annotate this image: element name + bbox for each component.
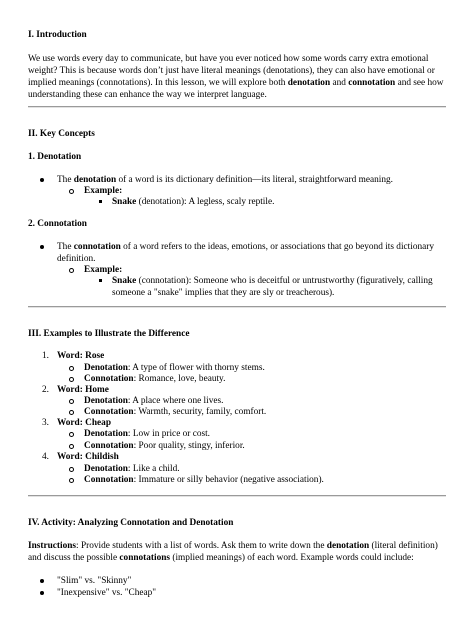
connotation-definition-cont: definition. [57,254,96,264]
denotation-example-label: Example: [84,186,123,196]
bullet-dot-icon [40,178,44,182]
divider [28,106,446,108]
circle-bullet-icon [69,399,74,404]
example-word: Word: Home [57,385,109,395]
activity-instructions-line-2: and discuss the possible connotations (implied meanings) of each word. Example words could include: [28,553,414,563]
circle-bullet-icon [69,366,74,371]
square-bullet-icon [99,279,102,282]
example-connotation: Connotation: Warmth, security, family, comfort. [84,407,267,417]
example-word: Word: Childish [57,452,119,462]
circle-bullet-icon [69,410,74,415]
divider [28,495,446,497]
example-denotation: Denotation: Low in price or cost. [84,429,211,439]
connotation-example-label: Example: [84,265,123,275]
bullet-dot-icon [40,245,44,249]
section-heading-introduction: I. Introduction [28,30,87,40]
example-word: Word: Cheap [57,418,111,428]
section-heading-examples: III. Examples to Illustrate the Difference [28,329,190,339]
example-number: 1. [42,351,49,361]
example-connotation: Connotation: Immature or silly behavior (negative association). [84,475,324,485]
bullet-dot-icon [40,579,44,583]
divider [28,306,446,308]
intro-line-2: weight? This is because words don’t just have literal meanings (denotations), they can also have emotional or [28,66,435,76]
example-connotation: Connotation: Poor quality, stingy, inferior. [84,441,245,451]
example-denotation: Denotation: A type of flower with thorny stems. [84,363,265,373]
circle-bullet-icon [69,467,74,472]
activity-instructions-line-1: Instructions: Provide students with a list of words. Ask them to write down the denotation (literal definition) [28,541,438,551]
section-heading-activity: IV. Activity: Analyzing Connotation and Denotation [28,518,234,528]
circle-bullet-icon [69,444,74,449]
example-number: 4. [42,452,49,462]
circle-bullet-icon [69,478,74,483]
example-word: Word: Rose [57,351,105,361]
connotation-example: Snake (connotation): Someone who is deceitful or untrustworthy (figuratively, calling [112,276,433,286]
denotation-example: Snake (denotation): A legless, scaly reptile. [112,197,275,207]
section-heading-key-concepts: II. Key Concepts [28,129,95,139]
square-bullet-icon [99,200,102,203]
bullet-dot-icon [40,591,44,595]
example-number: 2. [42,385,49,395]
connotation-example-cont: someone a "snake" implies that they are sly or treacherous). [112,288,335,298]
example-number: 3. [42,418,49,428]
example-denotation: Denotation: Like a child. [84,464,180,474]
intro-line-1: We use words every day to communicate, but have you ever noticed how some words carry extra emotional [28,54,429,64]
denotation-definition: The denotation of a word is its dictionary definition—its literal, straightforward meaning. [57,175,393,185]
subheading-denotation: 1. Denotation [28,152,82,162]
intro-line-4: understanding these can enhance the way we interpret language. [28,90,267,100]
activity-word-pair: "Slim" vs. "Skinny" [57,576,132,586]
circle-bullet-icon [69,377,74,382]
activity-word-pair: "Inexpensive" vs. "Cheap" [57,588,157,598]
example-connotation: Connotation: Romance, love, beauty. [84,374,226,384]
circle-bullet-icon [69,268,74,273]
circle-bullet-icon [69,432,74,437]
connotation-definition: The connotation of a word refers to the ideas, emotions, or associations that go beyond its dictionary [57,242,434,252]
example-denotation: Denotation: A place where one lives. [84,396,224,406]
subheading-connotation: 2. Connotation [28,219,87,229]
circle-bullet-icon [69,189,74,194]
intro-line-3: implied meanings (connotations). In this lesson, we will explore both denotation and connotation and see how [28,78,444,88]
